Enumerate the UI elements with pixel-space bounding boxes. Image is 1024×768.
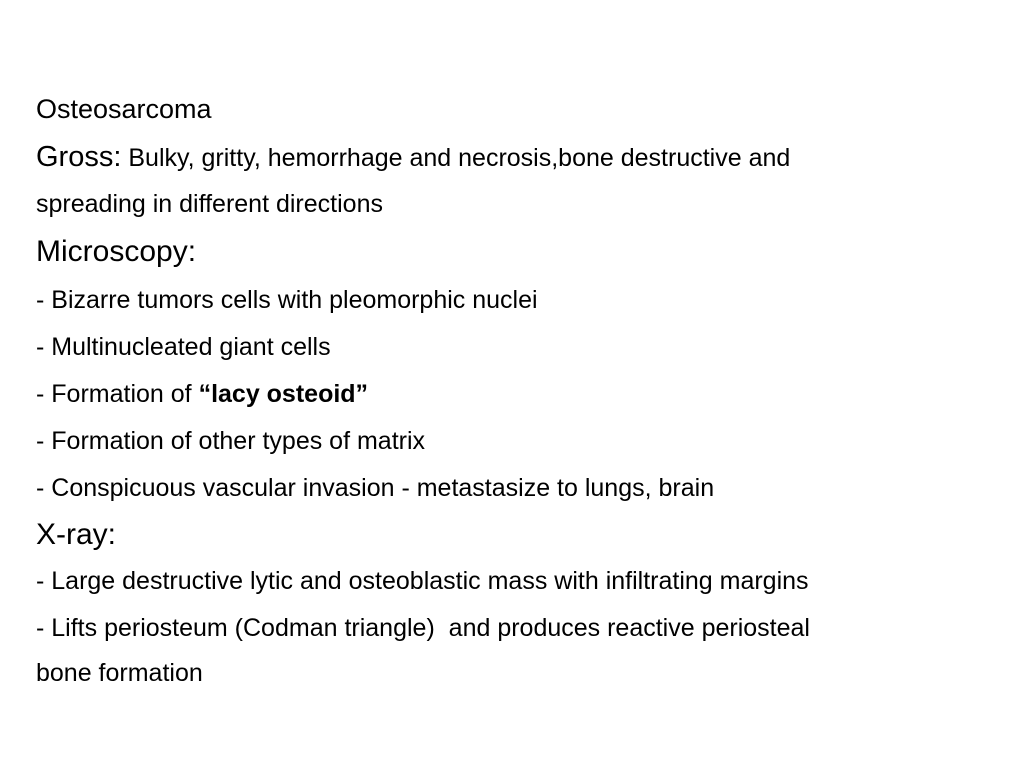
slide-title: Osteosarcoma [36,94,212,124]
microscopy-item-prefix: - Formation of [36,380,199,408]
gross-line [36,143,996,172]
microscopy-item: - Multinucleated giant cells [36,333,331,361]
microscopy-heading: Microscopy: [36,235,197,268]
xray-item: - Lifts periosteum (Codman triangle) and produces reactive periosteal [36,614,810,642]
microscopy-item: - Bizarre tumors cells with pleomorphic nuclei [36,286,538,314]
gross-description-continued: spreading in different directions [36,190,383,218]
gross-description: Bulky, gritty, hemorrhage and necrosis,bone destructive and [128,144,791,172]
gross-label: Gross: [36,141,122,173]
microscopy-item: - Conspicuous vascular invasion - metastasize to lungs, brain [36,474,715,502]
microscopy-item: - Formation of other types of matrix [36,427,426,455]
xray-item: - Large destructive lytic and osteoblastic mass with infiltrating margins [36,567,809,595]
xray-heading: X-ray: [36,518,117,551]
lacy-osteoid-term: “lacy osteoid” [198,380,369,408]
xray-item-continued: bone formation [36,659,203,687]
slide-content [36,96,996,686]
microscopy-item [36,382,996,407]
